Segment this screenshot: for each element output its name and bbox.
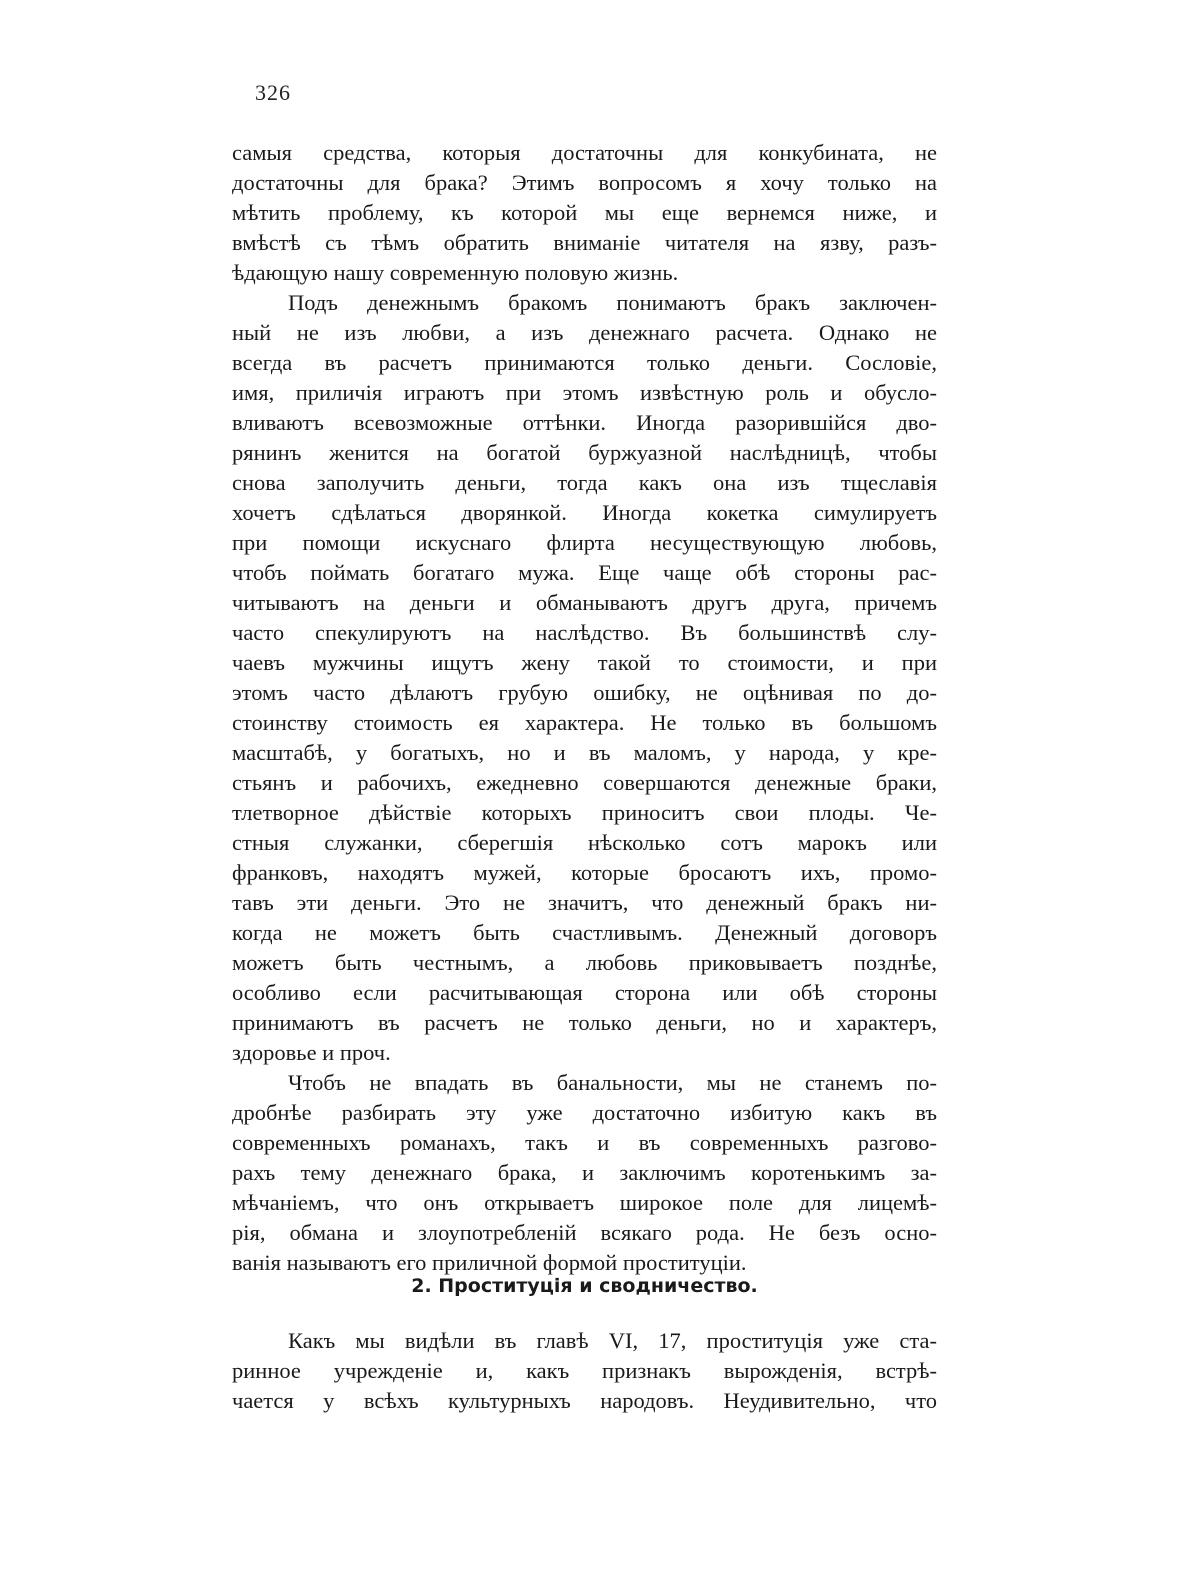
text-line: масштабѣ, у богатыхъ, но и въ маломъ, у народа, у кре- xyxy=(232,740,937,765)
text-line: дробнѣе разбирать эту уже достаточно избитую какъ въ xyxy=(232,1100,937,1125)
text-line: стьянъ и рабочихъ, ежедневно совершаются денежные браки, xyxy=(232,770,937,795)
text-line: снова заполучить деньги, тогда какъ она изъ тщеславія xyxy=(232,470,937,495)
text-line: имя, приличія играютъ при этомъ извѣстную роль и обусло- xyxy=(232,380,937,405)
text-line: ванія называютъ его приличной формой проституціи. xyxy=(232,1250,747,1275)
text-line: самыя средства, которыя достаточны для конкубината, не xyxy=(232,140,937,165)
text-line: читываютъ на деньги и обманываютъ другъ друга, причемъ xyxy=(232,590,937,615)
text-line: здоровье и проч. xyxy=(232,1040,391,1065)
text-line: принимаютъ въ расчетъ не только деньги, но и характеръ, xyxy=(232,1010,937,1035)
paragraph-start-line: Подъ денежнымъ бракомъ понимаютъ бракъ заключен- xyxy=(288,290,937,315)
text-line: можетъ быть честнымъ, а любовь приковываетъ позднѣе, xyxy=(232,950,937,975)
text-line: когда не можетъ быть счастливымъ. Денежный договоръ xyxy=(232,920,937,945)
text-line: достаточны для брака? Этимъ вопросомъ я хочу только на xyxy=(232,170,937,195)
text-line: стоинству стоимость ея характера. Не только въ большомъ xyxy=(232,710,937,735)
text-line: тавъ эти деньги. Это не значитъ, что денежный бракъ ни- xyxy=(232,890,937,915)
text-line: стныя служанки, сберегшія нѣсколько сотъ марокъ или xyxy=(232,830,937,855)
text-line: при помощи искуснаго флирта несуществующую любовь, xyxy=(232,530,937,555)
text-line: вмѣстѣ съ тѣмъ обратить вниманіе читателя на язву, разъ- xyxy=(232,230,937,255)
text-line: всегда въ расчетъ принимаются только деньги. Сословіе, xyxy=(232,350,937,375)
section-block xyxy=(232,1268,937,1416)
text-line: мѣчаніемъ, что онъ открываетъ широкое поле для лицемѣ- xyxy=(232,1190,937,1215)
text-line: рія, обмана и злоупотребленій всякаго рода. Не безъ осно- xyxy=(232,1220,937,1245)
text-line: особливо если расчитывающая сторона или обѣ стороны xyxy=(232,980,937,1005)
text-line: этомъ часто дѣлаютъ грубую ошибку, не оцѣнивая по до- xyxy=(232,680,937,705)
text-line: тлетворное дѣйствіе которыхъ приноситъ свои плоды. Че- xyxy=(232,800,937,825)
text-line: чаевъ мужчины ищутъ жену такой то стоимости, и при xyxy=(232,650,937,675)
paragraph-start-line: Чтобъ не впадать въ банальности, мы не станемъ по- xyxy=(288,1070,937,1095)
text-line: франковъ, находятъ мужей, которые бросаютъ ихъ, промо- xyxy=(232,860,937,885)
text-line: ѣдающую нашу современную половую жизнь. xyxy=(232,260,679,285)
body-text-block xyxy=(232,138,937,1278)
paragraph-start-line: Какъ мы видѣли въ главѣ VI, 17, проституція уже ста- xyxy=(288,1328,937,1353)
text-line: рянинъ женится на богатой буржуазной наслѣдницѣ, чтобы xyxy=(232,440,937,465)
text-line: хочетъ сдѣлаться дворянкой. Иногда кокетка симулируетъ xyxy=(232,500,937,525)
section-heading: 2. Проституція и сводничество. xyxy=(411,1275,758,1297)
text-line: чается у всѣхъ культурныхъ народовъ. Неудивительно, что xyxy=(232,1388,937,1413)
text-line: ный не изъ любви, а изъ денежнаго расчета. Однако не xyxy=(232,320,937,345)
text-line: мѣтить проблему, къ которой мы еще вернемся ниже, и xyxy=(232,200,937,225)
text-line: часто спекулируютъ на наслѣдство. Въ большинствѣ слу- xyxy=(232,620,937,645)
text-line: ринное учрежденіе и, какъ признакъ вырожденія, встрѣ- xyxy=(232,1358,937,1383)
text-line: современныхъ романахъ, такъ и въ современныхъ разгово- xyxy=(232,1130,937,1155)
text-line: вливаютъ всевозможные оттѣнки. Иногда разорившійся дво- xyxy=(232,410,937,435)
text-line: чтобъ поймать богатаго мужа. Еще чаще обѣ стороны рас- xyxy=(232,560,937,585)
page-number: 326 xyxy=(255,80,291,105)
text-line: рахъ тему денежнаго брака, и заключимъ коротенькимъ за- xyxy=(232,1160,937,1185)
